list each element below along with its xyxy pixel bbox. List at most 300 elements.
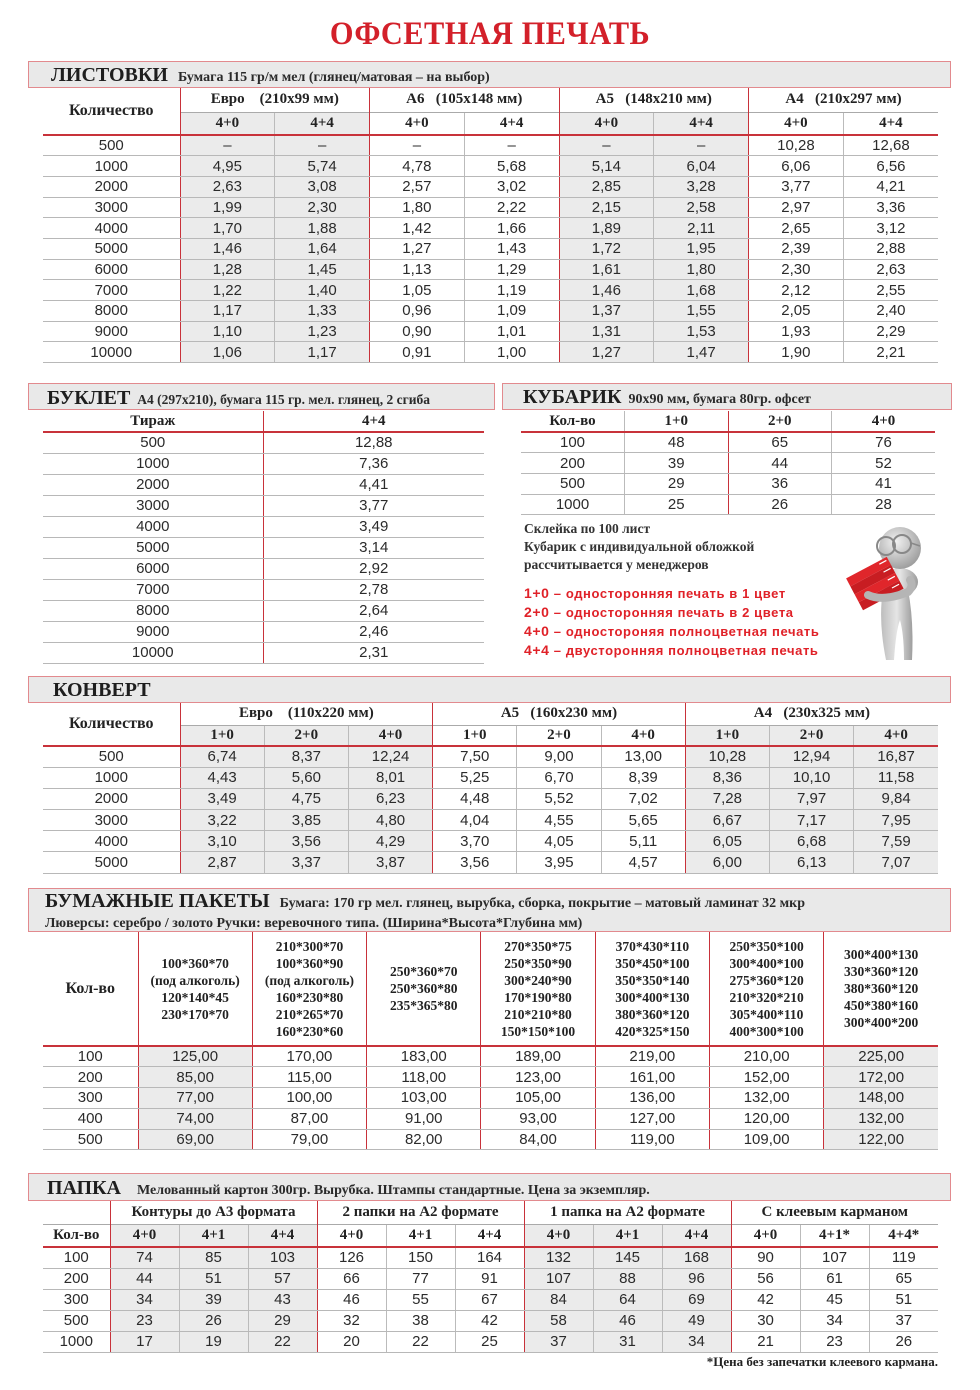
note-line: Склейка по 100 лист xyxy=(524,521,651,536)
col-header: 2+0 xyxy=(728,411,832,432)
table-row xyxy=(43,432,484,453)
qty-cell: 200 xyxy=(43,1067,138,1088)
papka-table xyxy=(43,1201,938,1353)
price-cell: 107 xyxy=(524,1268,593,1289)
group-header: А4 (230x325 мм) xyxy=(685,703,938,725)
qty-cell: 1000 xyxy=(43,156,180,177)
price-cell: 103,00 xyxy=(367,1088,481,1109)
qty-header: Количество xyxy=(43,703,180,746)
listovki-header xyxy=(28,61,951,88)
price-cell: 2,15 xyxy=(559,197,654,218)
price-cell: 85,00 xyxy=(138,1067,252,1088)
price-cell: 1,99 xyxy=(180,197,275,218)
buklet-table xyxy=(43,411,484,664)
price-cell: 56 xyxy=(731,1268,800,1289)
kubarik-title: КУБАРИК xyxy=(523,386,622,408)
price-cell: 1,37 xyxy=(559,301,654,322)
print-type-header: 4+0 xyxy=(601,725,685,746)
price-cell: 6,04 xyxy=(654,156,749,177)
price-cell: 148,00 xyxy=(824,1088,938,1109)
price-cell: 6,70 xyxy=(517,767,601,788)
table-row xyxy=(43,1046,938,1067)
price-cell: 2,87 xyxy=(180,852,264,873)
kubarik-notes xyxy=(524,520,754,574)
print-type-header: 4+0 xyxy=(180,112,275,135)
price-cell: 2,97 xyxy=(749,197,844,218)
price-cell: 2,30 xyxy=(749,259,844,280)
price-cell: 69,00 xyxy=(138,1129,252,1150)
qty-cell: 5000 xyxy=(43,852,180,873)
price-cell: 41 xyxy=(832,473,936,494)
price-cell: 1,70 xyxy=(180,218,275,239)
price-cell: 22 xyxy=(248,1331,317,1352)
price-cell: 4,95 xyxy=(180,156,275,177)
table-row xyxy=(43,788,938,809)
price-cell: 219,00 xyxy=(595,1046,709,1067)
price-cell: 12,94 xyxy=(769,746,853,767)
price-cell: 4,04 xyxy=(433,810,517,831)
qty-cell: 9000 xyxy=(43,321,180,342)
price-cell: 7,97 xyxy=(769,788,853,809)
table-row xyxy=(43,767,938,788)
qty-header: Кол-во xyxy=(43,932,138,1046)
qty-cell: 400 xyxy=(43,1108,138,1129)
price-cell: 1,00 xyxy=(464,342,559,363)
print-type-header: 4+0 xyxy=(370,112,465,135)
price-cell: 5,52 xyxy=(517,788,601,809)
price-cell: 3,10 xyxy=(180,831,264,852)
price-cell: 51 xyxy=(869,1289,938,1310)
table-row xyxy=(43,474,484,495)
price-cell: 51 xyxy=(179,1268,248,1289)
price-cell: 150 xyxy=(386,1247,455,1268)
price-cell: 5,68 xyxy=(464,156,559,177)
price-cell: 132,00 xyxy=(709,1088,823,1109)
price-cell: 7,17 xyxy=(769,810,853,831)
price-cell: 3,87 xyxy=(348,852,432,873)
price-cell: 48 xyxy=(625,432,729,453)
price-cell: – xyxy=(370,135,465,156)
price-cell: 55 xyxy=(386,1289,455,1310)
price-cell: 65 xyxy=(728,432,832,453)
size-line: 160*230*60 xyxy=(275,1023,344,1039)
price-cell: 1,93 xyxy=(749,321,844,342)
price-cell: 4,78 xyxy=(370,156,465,177)
table-row xyxy=(43,579,484,600)
size-line: 250*350*90 xyxy=(504,955,572,971)
print-type-header: 2+0 xyxy=(264,725,348,746)
price-cell: 52 xyxy=(832,453,936,474)
price-cell: 28 xyxy=(832,494,936,515)
price-cell: 39 xyxy=(179,1289,248,1310)
price-cell: 26 xyxy=(869,1331,938,1352)
price-cell: 1,47 xyxy=(654,342,749,363)
price-cell: 10,28 xyxy=(749,135,844,156)
price-cell: 2,64 xyxy=(263,600,484,621)
price-cell: 7,50 xyxy=(433,746,517,767)
print-type-header: 4+1 xyxy=(386,1224,455,1247)
print-type-header: 1+0 xyxy=(685,725,769,746)
group-header: А5 (160x230 мм) xyxy=(433,703,686,725)
pakety-desc: Бумага: 170 гр мел. глянец, вырубка, сборка, покрытие – матовый ламинат 32 мкр xyxy=(279,896,806,911)
price-cell: 20 xyxy=(317,1331,386,1352)
group-header: С клеевым карманом xyxy=(731,1201,938,1224)
group-header: Контуры до А3 формата xyxy=(110,1201,317,1224)
price-cell: 7,07 xyxy=(854,852,938,873)
table-row xyxy=(43,1108,938,1129)
table-row xyxy=(43,301,938,322)
size-list-header xyxy=(481,932,595,1046)
price-cell: 103 xyxy=(248,1247,317,1268)
price-cell: 2,29 xyxy=(843,321,938,342)
table-row xyxy=(43,197,938,218)
price-cell: 1,19 xyxy=(464,280,559,301)
qty-cell: 6000 xyxy=(43,558,263,579)
price-cell: 2,57 xyxy=(370,176,465,197)
buklet-desc: А4 (297x210), бумага 115 гр. мел. глянец, 2 сгиба xyxy=(137,392,430,407)
price-cell: – xyxy=(654,135,749,156)
table-row xyxy=(43,1268,938,1289)
col-header: 1+0 xyxy=(625,411,729,432)
price-cell: 1,90 xyxy=(749,342,844,363)
price-cell: 84 xyxy=(524,1289,593,1310)
qty-cell: 5000 xyxy=(43,238,180,259)
table-row xyxy=(43,453,484,474)
price-cell: 2,22 xyxy=(464,197,559,218)
print-type-header: 4+4 xyxy=(843,112,938,135)
price-cell: 1,72 xyxy=(559,238,654,259)
corner-cell xyxy=(43,1201,110,1224)
price-cell: 93,00 xyxy=(481,1108,595,1129)
price-cell: 6,23 xyxy=(348,788,432,809)
price-cell: 77 xyxy=(386,1268,455,1289)
group-header: 2 папки на А2 формате xyxy=(317,1201,524,1224)
price-cell: 3,28 xyxy=(654,176,749,197)
qty-cell: 300 xyxy=(43,1289,110,1310)
print-type-header: 4+0 xyxy=(854,725,938,746)
price-cell: 2,65 xyxy=(749,218,844,239)
kubarik-table xyxy=(521,411,935,515)
qty-cell: 500 xyxy=(43,135,180,156)
qty-cell: 1000 xyxy=(43,453,263,474)
price-cell: 3,02 xyxy=(464,176,559,197)
price-cell: 1,43 xyxy=(464,238,559,259)
price-cell: 1,53 xyxy=(654,321,749,342)
price-cell: 6,05 xyxy=(685,831,769,852)
qty-cell: 300 xyxy=(43,1088,138,1109)
table-row xyxy=(43,495,484,516)
price-cell: 0,91 xyxy=(370,342,465,363)
price-cell: 172,00 xyxy=(824,1067,938,1088)
price-cell: 1,10 xyxy=(180,321,275,342)
size-line: 100*360*90 xyxy=(275,955,344,971)
price-cell: 3,77 xyxy=(263,495,484,516)
price-cell: 1,13 xyxy=(370,259,465,280)
table-row xyxy=(43,342,938,363)
size-line: 210*210*80 xyxy=(504,1006,572,1022)
price-cell: – xyxy=(275,135,370,156)
price-cell: 189,00 xyxy=(481,1046,595,1067)
table-row xyxy=(43,176,938,197)
price-cell: 1,64 xyxy=(275,238,370,259)
price-cell: 122,00 xyxy=(824,1129,938,1150)
price-cell: 13,00 xyxy=(601,746,685,767)
price-cell: 2,58 xyxy=(654,197,749,218)
price-cell: 11,58 xyxy=(854,767,938,788)
qty-cell: 100 xyxy=(43,1046,138,1067)
qty-cell: 200 xyxy=(521,453,625,474)
price-cell: 1,05 xyxy=(370,280,465,301)
price-cell: 132,00 xyxy=(824,1108,938,1129)
price-cell: 1,27 xyxy=(559,342,654,363)
listovki-desc: Бумага 115 гр/м мел (глянец/матовая – на выбор) xyxy=(177,70,490,85)
price-cell: 170,00 xyxy=(252,1046,366,1067)
price-cell: 42 xyxy=(455,1310,524,1331)
price-cell: 4,55 xyxy=(517,810,601,831)
table-row xyxy=(43,746,938,767)
col-header: 4+0 xyxy=(832,411,936,432)
qty-cell: 5000 xyxy=(43,537,263,558)
table-row xyxy=(43,321,938,342)
price-cell: 64 xyxy=(593,1289,662,1310)
print-type-header: 1+0 xyxy=(180,725,264,746)
table-row xyxy=(521,494,935,515)
qty-cell: 500 xyxy=(521,473,625,494)
price-cell: 7,36 xyxy=(263,453,484,474)
price-cell: 36 xyxy=(728,473,832,494)
price-cell: 44 xyxy=(728,453,832,474)
price-cell: 30 xyxy=(731,1310,800,1331)
price-cell: 4,21 xyxy=(843,176,938,197)
price-cell: 66 xyxy=(317,1268,386,1289)
person-with-books-icon xyxy=(838,520,943,670)
qty-cell: 3000 xyxy=(43,495,263,516)
price-cell: – xyxy=(180,135,275,156)
print-type-header: 4+0 xyxy=(317,1224,386,1247)
papka-title: ПАПКА xyxy=(47,1177,122,1199)
price-cell: 1,89 xyxy=(559,218,654,239)
qty-cell: 500 xyxy=(43,746,180,767)
price-cell: 5,60 xyxy=(264,767,348,788)
price-cell: 3,14 xyxy=(263,537,484,558)
size-list-header xyxy=(367,932,481,1046)
table-row xyxy=(43,238,938,259)
price-cell: 1,17 xyxy=(275,342,370,363)
price-cell: 168 xyxy=(662,1247,731,1268)
price-cell: 3,56 xyxy=(433,852,517,873)
price-cell: 5,65 xyxy=(601,810,685,831)
price-cell: 7,95 xyxy=(854,810,938,831)
price-cell: 109,00 xyxy=(709,1129,823,1150)
size-line: 210*265*70 xyxy=(275,1006,344,1022)
price-cell: 6,06 xyxy=(749,156,844,177)
size-line: 300*400*130 xyxy=(844,947,919,962)
price-cell: 7,02 xyxy=(601,788,685,809)
tirazh-header: Тираж xyxy=(43,411,263,432)
price-cell: 8,36 xyxy=(685,767,769,788)
price-cell: 43 xyxy=(248,1289,317,1310)
price-cell: 31 xyxy=(593,1331,662,1352)
price-cell: 3,08 xyxy=(275,176,370,197)
price-cell: 9,00 xyxy=(517,746,601,767)
table-row xyxy=(43,156,938,177)
table-row xyxy=(521,432,935,453)
price-cell: 12,88 xyxy=(263,432,484,453)
page-title: ОФСЕТНАЯ ПЕЧАТЬ xyxy=(329,16,651,52)
size-line: 380*360*120 xyxy=(615,1006,690,1022)
price-cell: 105,00 xyxy=(481,1088,595,1109)
price-cell: 126 xyxy=(317,1247,386,1268)
print-type-header: 4+0 xyxy=(348,725,432,746)
print-type-header: 4+0 xyxy=(524,1224,593,1247)
price-cell: 74,00 xyxy=(138,1108,252,1129)
size-line: 300*400*100 xyxy=(729,955,804,971)
qty-cell: 2000 xyxy=(43,474,263,495)
price-cell: 9,84 xyxy=(854,788,938,809)
price-cell: 10,28 xyxy=(685,746,769,767)
size-list-header xyxy=(709,932,823,1046)
qty-cell: 10000 xyxy=(43,342,180,363)
size-line: 250*360*80 xyxy=(389,981,458,996)
size-list-header xyxy=(138,932,252,1046)
price-cell: 19 xyxy=(179,1331,248,1352)
price-cell: 4,41 xyxy=(263,474,484,495)
price-cell: 8,37 xyxy=(264,746,348,767)
group-header: Евро (210x99 мм) xyxy=(180,88,370,112)
print-type-header: 4+0 xyxy=(731,1224,800,1247)
price-cell: 4,05 xyxy=(517,831,601,852)
print-type-header: 2+0 xyxy=(769,725,853,746)
price-cell: 6,68 xyxy=(769,831,853,852)
konvert-title: КОНВЕРТ xyxy=(53,679,151,701)
print-type-header: 4+0 xyxy=(110,1224,179,1247)
price-cell: 16,87 xyxy=(854,746,938,767)
qty-cell: 100 xyxy=(43,1247,110,1268)
price-cell: 119 xyxy=(869,1247,938,1268)
price-cell: 2,12 xyxy=(749,280,844,301)
qty-cell: 2000 xyxy=(43,176,180,197)
price-cell: 2,40 xyxy=(843,301,938,322)
price-cell: 34 xyxy=(110,1289,179,1310)
size-line: 160*230*80 xyxy=(275,989,344,1005)
price-cell: 1,27 xyxy=(370,238,465,259)
price-cell: 69 xyxy=(662,1289,731,1310)
price-cell: 2,31 xyxy=(263,642,484,663)
table-row xyxy=(521,453,935,474)
print-type-header: 4+1 xyxy=(593,1224,662,1247)
qty-cell: 2000 xyxy=(43,788,180,809)
price-cell: 1,29 xyxy=(464,259,559,280)
price-cell: 0,96 xyxy=(370,301,465,322)
print-type-header: 4+4 xyxy=(464,112,559,135)
price-cell: 120,00 xyxy=(709,1108,823,1129)
size-line: 300*400*200 xyxy=(844,1015,919,1030)
price-cell: 3,36 xyxy=(843,197,938,218)
qty-cell: 4000 xyxy=(43,831,180,852)
qty-header: Количество xyxy=(43,88,180,135)
price-cell: 0,90 xyxy=(370,321,465,342)
price-cell: 2,11 xyxy=(654,218,749,239)
price-cell: 21 xyxy=(731,1331,800,1352)
print-type-header: 4+4* xyxy=(869,1224,938,1247)
price-cell: 164 xyxy=(455,1247,524,1268)
price-cell: 39 xyxy=(625,453,729,474)
price-cell: 6,00 xyxy=(685,852,769,873)
price-cell: 49 xyxy=(662,1310,731,1331)
pakety-title: БУМАЖНЫЕ ПАКЕТЫ xyxy=(45,890,270,912)
table-row xyxy=(521,473,935,494)
price-cell: 8,01 xyxy=(348,767,432,788)
price-cell: 2,46 xyxy=(263,621,484,642)
size-line: 300*240*90 xyxy=(504,972,572,988)
price-cell: 1,09 xyxy=(464,301,559,322)
size-line: 230*170*70 xyxy=(161,1006,229,1022)
price-cell: 4,29 xyxy=(348,831,432,852)
size-line: 100*360*70 xyxy=(161,955,229,971)
price-cell: 2,63 xyxy=(180,176,275,197)
price-cell: 3,22 xyxy=(180,810,264,831)
price-cell: 1,46 xyxy=(559,280,654,301)
price-cell: 90 xyxy=(731,1247,800,1268)
note-line: Кубарик с индивидуальной обложкой xyxy=(524,539,755,554)
price-cell: 2,55 xyxy=(843,280,938,301)
print-type-header: 4+4 xyxy=(275,112,370,135)
size-line: 305*400*110 xyxy=(729,1006,804,1022)
qty-cell: 7000 xyxy=(43,579,263,600)
price-cell: 6,67 xyxy=(685,810,769,831)
price-cell: 87,00 xyxy=(252,1108,366,1129)
legend-item: 4+0 – одностороняя полноцветная печать xyxy=(524,623,820,639)
group-header: А6 (105x148 мм) xyxy=(370,88,560,112)
price-cell: 5,14 xyxy=(559,156,654,177)
size-line: 270*350*75 xyxy=(504,938,572,954)
size-line: 420*325*150 xyxy=(615,1023,690,1039)
size-list-header xyxy=(824,932,938,1046)
table-row xyxy=(43,852,938,873)
price-cell: 76 xyxy=(832,432,936,453)
price-cell: 7,28 xyxy=(685,788,769,809)
price-cell: 91 xyxy=(455,1268,524,1289)
print-header: 4+4 xyxy=(263,411,484,432)
price-cell: 77,00 xyxy=(138,1088,252,1109)
price-cell: 1,66 xyxy=(464,218,559,239)
price-cell: 12,24 xyxy=(348,746,432,767)
print-type-header: 4+4 xyxy=(654,112,749,135)
price-cell: 1,45 xyxy=(275,259,370,280)
legend-item: 1+0 – односторонняя печать в 1 цвет xyxy=(524,585,786,601)
price-cell: 4,75 xyxy=(264,788,348,809)
price-cell: 1,06 xyxy=(180,342,275,363)
table-row xyxy=(43,621,484,642)
legend-item: 2+0 – односторонняя печать в 2 цвета xyxy=(524,604,794,620)
price-cell: 225,00 xyxy=(824,1046,938,1067)
qty-cell: 500 xyxy=(43,1310,110,1331)
price-cell: 2,85 xyxy=(559,176,654,197)
note-line: рассчитывается у менеджеров xyxy=(524,557,709,572)
size-line: 275*360*120 xyxy=(729,972,804,988)
price-cell: 1,23 xyxy=(275,321,370,342)
price-cell: 125,00 xyxy=(138,1046,252,1067)
table-row xyxy=(43,259,938,280)
price-cell: 3,85 xyxy=(264,810,348,831)
buklet-header xyxy=(28,383,495,410)
price-cell: 45 xyxy=(800,1289,869,1310)
size-line: 370*430*110 xyxy=(615,938,690,954)
print-type-header: 1+0 xyxy=(433,725,517,746)
price-cell: 44 xyxy=(110,1268,179,1289)
price-cell: 1,68 xyxy=(654,280,749,301)
price-cell: 1,42 xyxy=(370,218,465,239)
